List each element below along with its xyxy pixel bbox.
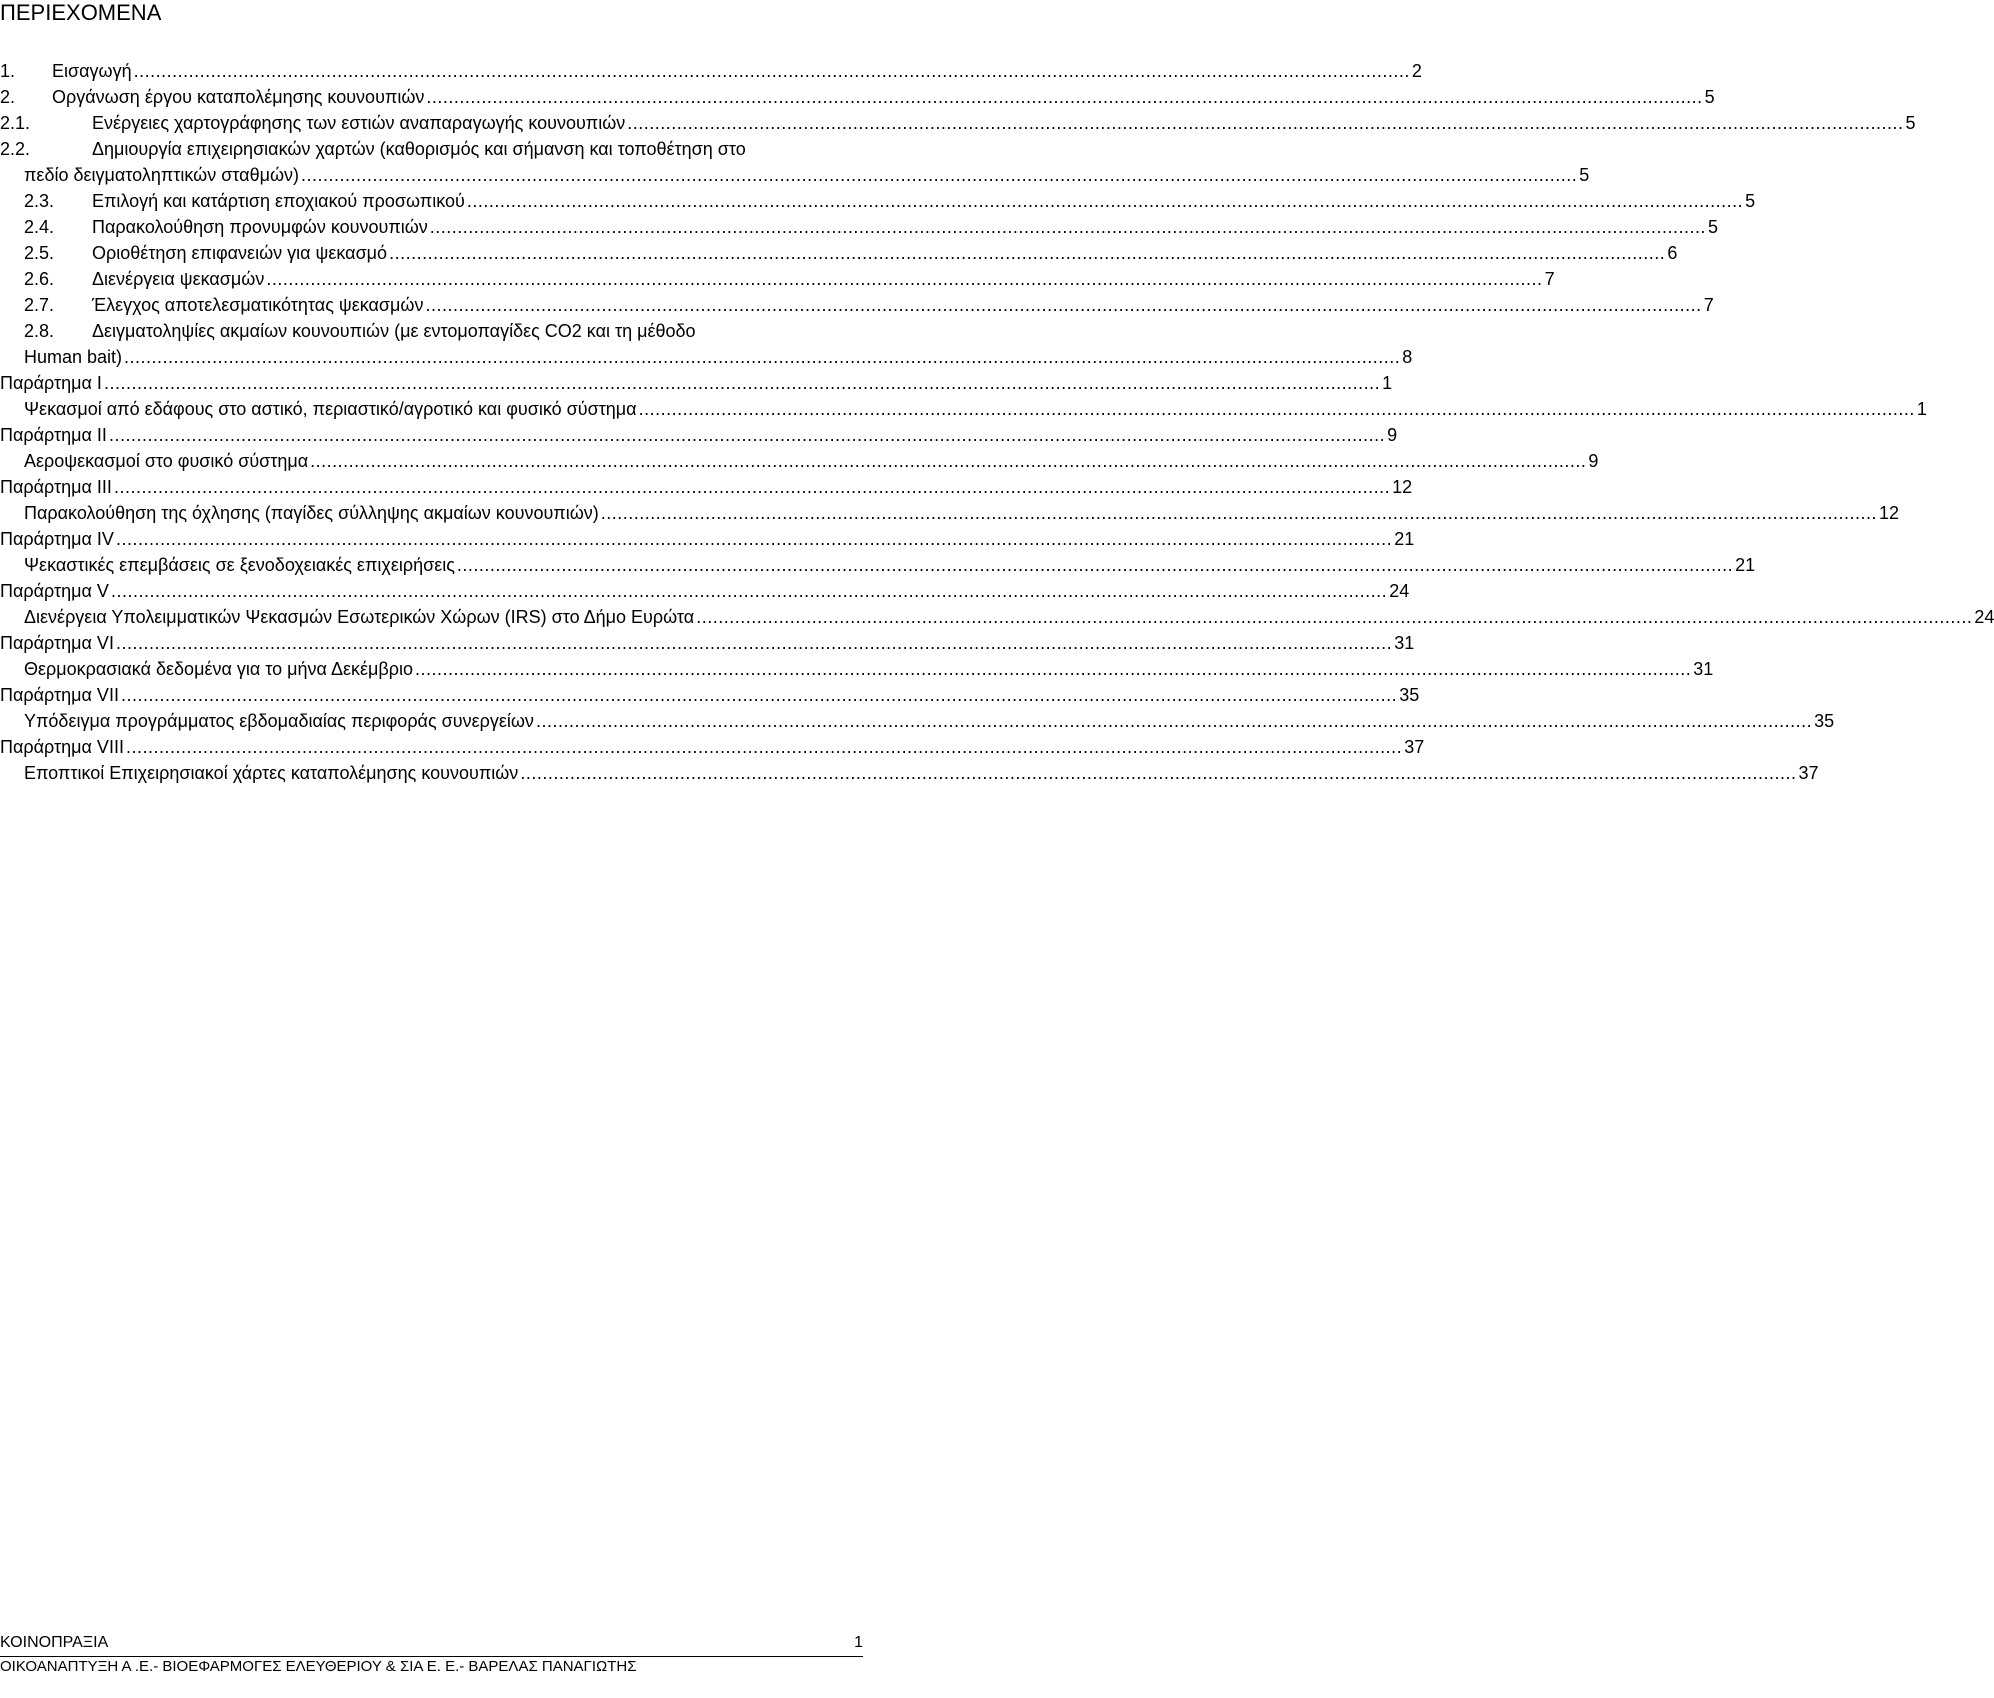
dot-leader — [639, 396, 1915, 422]
dot-leader — [301, 162, 1577, 188]
toc-appendix-subtitle[interactable] — [0, 604, 1994, 630]
toc-entry-title: Υπόδειγμα προγράμματος εβδομαδιαίας περιφοράς συνεργείων — [24, 711, 534, 731]
toc-appendix-subtitle[interactable] — [0, 552, 1756, 578]
toc-entry-page: 21 — [1394, 529, 1415, 549]
toc-entry-page: 9 — [1387, 425, 1398, 445]
toc-entry-number: 2.1. — [0, 113, 31, 133]
toc-entry-title: Παράρτημα Ι — [0, 373, 102, 393]
toc-entry-number: 2.2. — [0, 139, 31, 159]
toc-entry[interactable] — [0, 58, 1422, 84]
toc-entry-title-cont: πεδίο δειγματοληπτικών σταθμών) — [24, 165, 299, 185]
toc-entry-title: Ενέργειες χαρτογράφησης των εστιών αναπαραγωγής κουνουπιών — [92, 113, 626, 133]
toc-entry[interactable] — [0, 214, 1719, 240]
dot-leader — [266, 266, 1542, 292]
dot-leader — [627, 110, 1903, 136]
toc-appendix[interactable] — [0, 370, 1393, 396]
dot-leader — [425, 292, 1701, 318]
toc-entry-page: 35 — [1814, 711, 1835, 731]
toc-entry-number: 2.8. — [24, 321, 55, 341]
toc-entry-page: 21 — [1735, 555, 1756, 575]
toc-entry-page: 8 — [1402, 347, 1413, 367]
toc-appendix[interactable] — [0, 682, 1420, 708]
toc-entry[interactable] — [0, 240, 1678, 266]
table-of-contents — [0, 58, 1994, 786]
toc-entry-title: Οργάνωση έργου καταπολέμησης κουνουπιών — [52, 87, 425, 107]
toc-entry[interactable] — [0, 266, 1555, 292]
toc-entry-page: 7 — [1544, 269, 1555, 289]
toc-entry-title: Εισαγωγή — [52, 61, 132, 81]
dot-leader — [457, 552, 1733, 578]
toc-entry-page: 5 — [1905, 113, 1916, 133]
dot-leader — [430, 214, 1706, 240]
toc-entry-number: 2.4. — [24, 217, 55, 237]
toc-entry-title: Διενέργεια ψεκασμών — [92, 269, 265, 289]
toc-entry-number: 2.5. — [24, 243, 55, 263]
toc-entry-title: Δημιουργία επιχειρησιακών χαρτών (καθορισμός και σήμανση και τοποθέτηση στο — [92, 139, 746, 159]
toc-entry[interactable] — [0, 84, 1715, 110]
toc-entry-page: 37 — [1404, 737, 1425, 757]
dot-leader — [536, 708, 1812, 734]
toc-entry-title: Παρακολούθηση προνυμφών κουνουπιών — [92, 217, 428, 237]
toc-appendix-subtitle[interactable] — [0, 708, 1835, 734]
toc-entry-title: Παράρτημα VIII — [0, 737, 124, 757]
toc-entry-title: Θερμοκρασιακά δεδομένα για το μήνα Δεκέμβριο — [24, 659, 413, 679]
toc-entry-title: Οριοθέτηση επιφανειών για ψεκασμό — [92, 243, 388, 263]
toc-entry-title: Δειγματοληψίες ακμαίων κουνουπιών (με εντομοπαγίδες CO2 και τη μέθοδο — [92, 321, 696, 341]
toc-entry-page: 12 — [1392, 477, 1413, 497]
dot-leader — [467, 188, 1743, 214]
toc-entry-continuation[interactable] — [0, 344, 1413, 370]
toc-entry-page: 5 — [1704, 87, 1715, 107]
toc-entry-title: Παράρτημα V — [0, 581, 109, 601]
dot-leader — [104, 370, 1380, 396]
toc-entry-title: Παρακολούθηση της όχλησης (παγίδες σύλληψης ακμαίων κουνουπιών) — [24, 503, 599, 523]
dot-leader — [116, 526, 1392, 552]
toc-entry[interactable] — [0, 292, 1714, 318]
dot-leader — [696, 604, 1972, 630]
toc-entry-page: 5 — [1745, 191, 1756, 211]
toc-entry-number: 2.3. — [24, 191, 55, 211]
toc-entry-title-cont: Human bait) — [24, 347, 123, 367]
toc-appendix[interactable] — [0, 578, 1410, 604]
dot-leader — [520, 760, 1796, 786]
toc-appendix-subtitle[interactable] — [0, 396, 1927, 422]
toc-entry-title: Ψεκασμοί από εδάφους στο αστικό, περιαστικό/αγροτικό και φυσικό σύστημα — [24, 399, 637, 419]
page-title: ΠΕΡΙΕΧΟΜΕΝΑ — [0, 0, 162, 25]
toc-entry-title: Διενέργεια Υπολειμματικών Ψεκασμών Εσωτερικών Χώρων (IRS) στο Δήμο Ευρώτα — [24, 607, 695, 627]
toc-entry-continuation[interactable] — [0, 162, 1590, 188]
toc-entry-title: Παράρτημα VII — [0, 685, 119, 705]
toc-entry-number: 2.6. — [24, 269, 55, 289]
toc-appendix-subtitle[interactable] — [0, 500, 1900, 526]
toc-entry-page: 24 — [1974, 607, 1994, 627]
toc-entry-page: 24 — [1389, 581, 1410, 601]
dot-leader — [310, 448, 1586, 474]
dot-leader — [126, 734, 1402, 760]
dot-leader — [116, 630, 1392, 656]
toc-appendix[interactable] — [0, 734, 1425, 760]
footer-page-number: 1 — [854, 1634, 863, 1651]
toc-entry-title: Αεροψεκασμοί στο φυσικό σύστημα — [24, 451, 309, 471]
toc-entry-number: 1. — [0, 61, 16, 81]
dot-leader — [415, 656, 1691, 682]
dot-leader — [601, 500, 1877, 526]
toc-entry[interactable] — [0, 318, 863, 344]
toc-entry-number: 2.7. — [24, 295, 55, 315]
dot-leader — [114, 474, 1390, 500]
toc-entry-page: 31 — [1693, 659, 1714, 679]
toc-entry-page: 5 — [1579, 165, 1590, 185]
dot-leader — [124, 344, 1400, 370]
dot-leader — [426, 84, 1702, 110]
toc-entry-title: Εποπτικοί Επιχειρησιακοί χάρτες καταπολέμησης κουνουπιών — [24, 763, 519, 783]
toc-entry-page: 37 — [1798, 763, 1819, 783]
toc-entry-page: 2 — [1411, 61, 1422, 81]
toc-entry-title: Παράρτημα VI — [0, 633, 114, 653]
toc-appendix-subtitle[interactable] — [0, 448, 1599, 474]
toc-entry-number: 2. — [0, 87, 16, 107]
toc-entry-page: 7 — [1703, 295, 1714, 315]
toc-entry[interactable] — [0, 110, 1916, 136]
toc-entry-page: 12 — [1879, 503, 1900, 523]
toc-appendix[interactable] — [0, 422, 1398, 448]
toc-entry[interactable] — [0, 136, 863, 162]
toc-appendix[interactable] — [0, 526, 1415, 552]
toc-entry-title: Παράρτημα ΙΙ — [0, 425, 107, 445]
toc-appendix-subtitle[interactable] — [0, 656, 1714, 682]
toc-entry-page: 35 — [1399, 685, 1420, 705]
page-footer — [0, 1633, 863, 1677]
dot-leader — [111, 578, 1387, 604]
toc-entry-page: 6 — [1667, 243, 1678, 263]
toc-entry-title: Έλεγχος αποτελεσματικότητας ψεκασμών — [92, 295, 424, 315]
toc-entry-page: 1 — [1916, 399, 1927, 419]
toc-appendix-subtitle[interactable] — [0, 760, 1819, 786]
toc-entry-title: Παράρτημα ΙV — [0, 529, 114, 549]
dot-leader — [121, 682, 1397, 708]
toc-entry-page: 5 — [1708, 217, 1719, 237]
toc-entry-title: Επιλογή και κατάρτιση εποχιακού προσωπικού — [92, 191, 465, 211]
toc-appendix[interactable] — [0, 474, 1413, 500]
footer-consortium-label: ΚΟΙΝΟΠΡΑΞΙΑ — [0, 1634, 109, 1651]
toc-entry-page: 9 — [1588, 451, 1599, 471]
toc-entry-page: 1 — [1382, 373, 1393, 393]
dot-leader — [109, 422, 1385, 448]
dot-leader — [134, 58, 1410, 84]
dot-leader — [389, 240, 1665, 266]
toc-entry[interactable] — [0, 188, 1756, 214]
toc-appendix[interactable] — [0, 630, 1415, 656]
toc-entry-page: 31 — [1394, 633, 1415, 653]
footer-organizations: ΟΙΚΟΑΝΑΠΤΥΞΗ Α .Ε.- ΒΙΟΕΦΑΡΜΟΓΕΣ ΕΛΕΥΘΕΡΙΟΥ & ΣΙΑ Ε. Ε.- ΒΑΡΕΛΑΣ ΠΑΝΑΓΙΩΤΗΣ — [0, 1656, 863, 1677]
toc-entry-title: Παράρτημα ΙΙΙ — [0, 477, 112, 497]
toc-entry-title: Ψεκαστικές επεμβάσεις σε ξενοδοχειακές επιχειρήσεις — [24, 555, 455, 575]
